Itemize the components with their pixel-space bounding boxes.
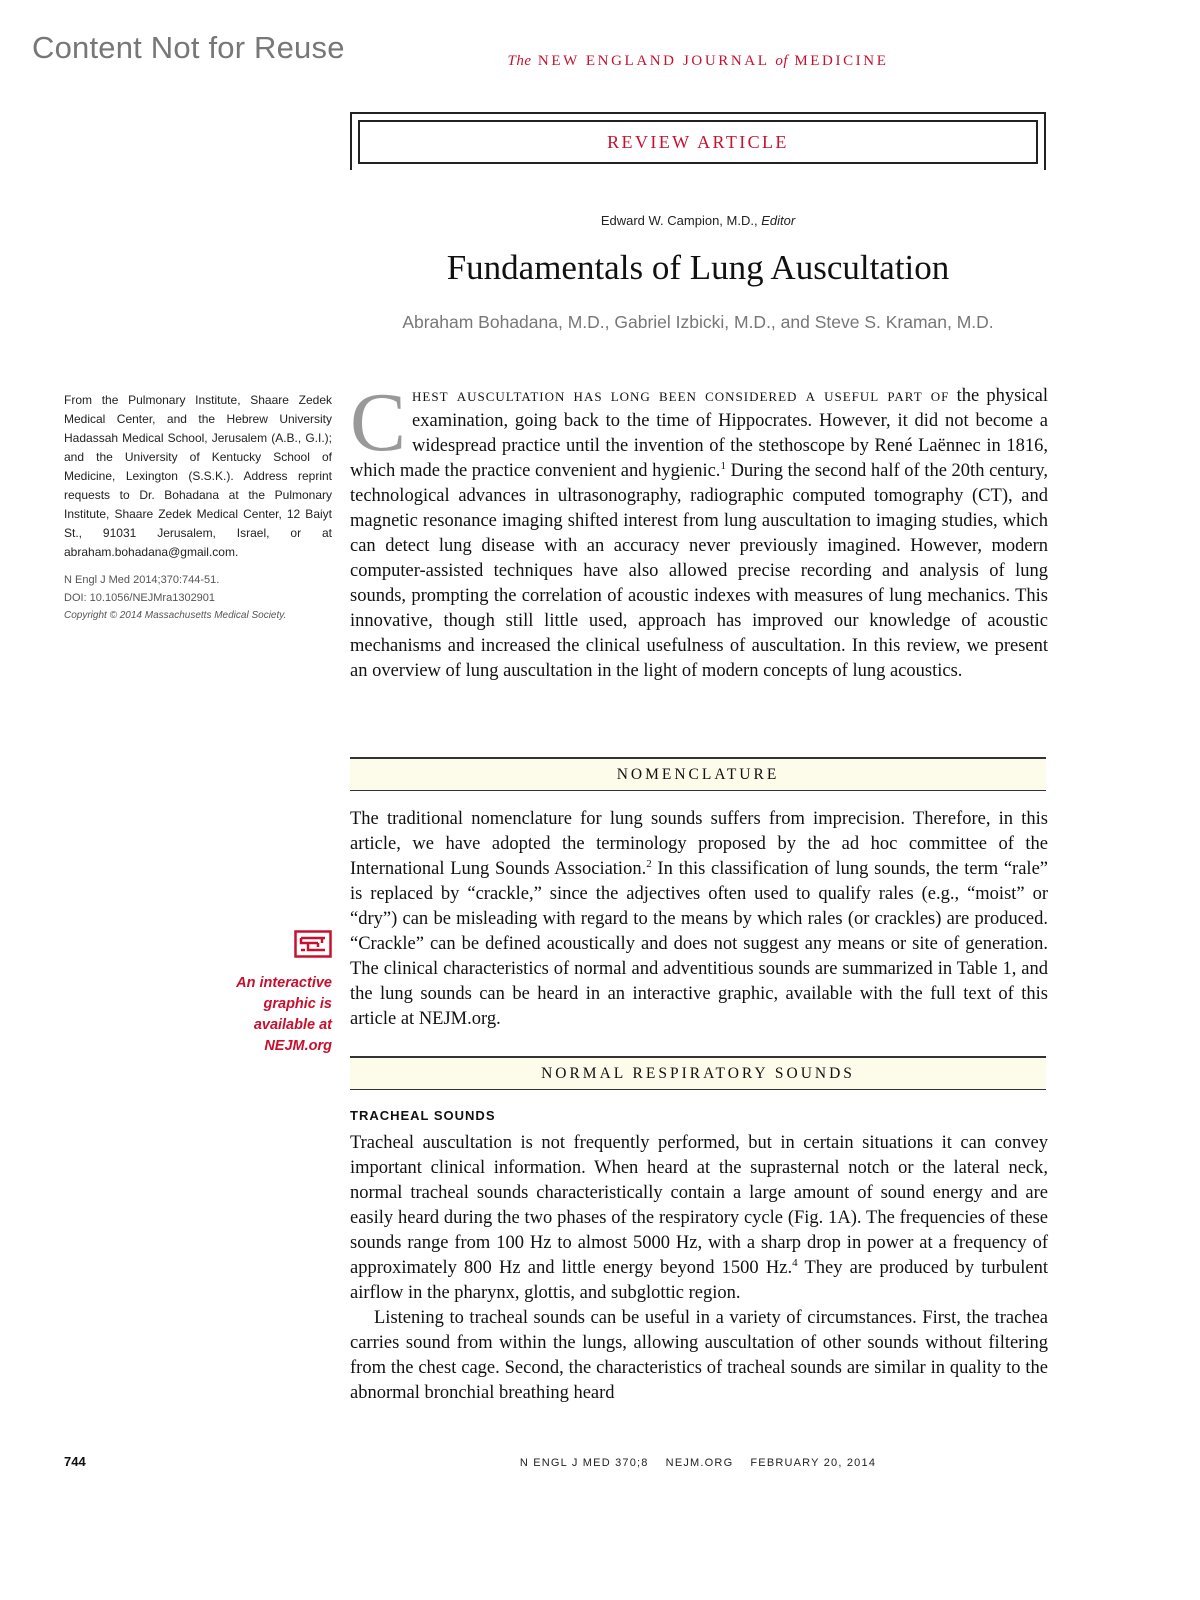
affiliation-text: From the Pulmonary Institute, Shaare Zedek Medical Center, and the Hebrew University Hadassah Medical School, Jerusalem (A.B., G.I.); and the University of Kentucky School of Medicine, Lexington (S.S.K.). Address reprint requests to Dr. Bohadana at the Pulmonary Institute, Shaare Zedek Medical Center, 12 Baiyt St., 91031 Jerusalem, Israel, or at abraham.bohadana@gmail.com. bbox=[64, 393, 332, 559]
intro-paragraph bbox=[350, 376, 1048, 684]
article-type-frame bbox=[358, 120, 1038, 164]
interactive-graphic-icon[interactable] bbox=[294, 930, 332, 958]
article-title: Fundamentals of Lung Auscultation bbox=[446, 248, 950, 287]
footer-site[interactable]: NEJM.ORG bbox=[665, 1457, 734, 1469]
reference-1[interactable]: 1 bbox=[720, 459, 726, 472]
page-number: 744 bbox=[64, 1454, 86, 1469]
intro-body-2: During the second half of the 20th century, technological advances in ultrasonography, radiographic computed tomography (CT), and magnetic resonance imaging shifted interest from lung auscultation to imaging studies, which can detect lung disease with an accuracy never previously imagined. However, modern computer-assisted techniques have also allowed precise recording and analysis of lung sounds, prompting the correlation of acoustic indexes with measures of lung mechanics. This innovative, though still little used, approach has improved our knowledge of acoustic mechanisms and increased the clinical usefulness of auscultation. In this review, we present an overview of lung auscultation in the light of modern concepts of lung acoustics. bbox=[350, 461, 1048, 681]
article-type-banner bbox=[350, 112, 1046, 170]
tracheal-paragraph-2: Listening to tracheal sounds can be useful in a variety of circumstances. First, the trachea carries sound from within the lungs, allowing auscultation of other sounds without filtering from the chest cage. Second, the characteristics of tracheal sounds are similar in quality to the abnormal bronchial breathing heard bbox=[350, 1308, 1048, 1403]
intro-body: the physical examination, going back to the time of Hippocrates. However, it did not become a widespread practice until the invention of the stethoscope by René Laënnec in 1816, which made the practice convenient and hygienic. bbox=[350, 386, 1048, 481]
tracheal-text-1b: They are produced by turbulent airflow in the pharynx, glottis, and subglottic region. bbox=[350, 1258, 1049, 1303]
citation-block bbox=[64, 571, 332, 625]
subheading-tracheal-sounds: TRACHEAL SOUNDS bbox=[350, 1108, 496, 1123]
page-footer bbox=[350, 1457, 1046, 1469]
footer-date: FEBRUARY 20, 2014 bbox=[750, 1457, 877, 1469]
nomenclature-text-2: In this classification of lung sounds, the term “rale” is replaced by “crackle,” since the adjectives often used to qualify rales (e.g., “moist” or “dry”) can be misleading with regard to the means by which rales (or crackles) are produced. “Crackle” can be defined acoustically and does not suggest any means or site of generation. The clinical characteristics of normal and adventitious sounds are summarized in Table 1, and the lung sounds can be heard in an interactive graphic, available with the full text of this article at NEJM.org. bbox=[350, 859, 1048, 1029]
reference-4[interactable]: 4 bbox=[792, 1256, 798, 1269]
journal-masthead bbox=[350, 53, 1046, 70]
tracheal-text-1a: Tracheal auscultation is not frequently performed, but in certain situations it can convey important clinical information. When heard at the suprasternal notch or the lateral neck, normal tracheal sounds characteristically contain a large amount of sound energy and are easily heard during the two phases of the respiratory cycle (Fig. 1A). The frequencies of these sounds range from 100 Hz to almost 5000 Hz, with a sharp drop in power at a frequency of approximately 800 Hz and little energy beyond 1500 Hz. bbox=[350, 1133, 1048, 1278]
reference-2[interactable]: 2 bbox=[646, 857, 652, 870]
article-authors: Abraham Bohadana, M.D., Gabriel Izbicki, M.D., and Steve S. Kraman, M.D. bbox=[402, 312, 994, 332]
interactive-line-3: available at bbox=[253, 1017, 332, 1033]
nomenclature-text-1: The traditional nomenclature for lung sounds suffers from imprecision. Therefore, in this article, we have adopted the terminology proposed by the ad hoc committee of the International Lung Sounds Association. bbox=[350, 809, 1048, 879]
editor-name: Edward W. Campion, M.D., bbox=[600, 213, 758, 228]
editor-role: Editor bbox=[761, 213, 796, 228]
masthead-the: The bbox=[507, 53, 532, 69]
interactive-line-4[interactable]: NEJM.org bbox=[264, 1038, 332, 1054]
drop-cap: C bbox=[350, 376, 407, 469]
copyright: Copyright © 2014 Massachusetts Medical Society. bbox=[64, 610, 287, 621]
nomenclature-paragraph bbox=[350, 807, 1048, 1032]
section-heading-label: NOMENCLATURE bbox=[616, 765, 780, 783]
footer-journal: N ENGL J MED 370;8 bbox=[519, 1457, 649, 1469]
interactive-graphic-note[interactable] bbox=[200, 930, 332, 1057]
editor-line bbox=[350, 213, 1046, 228]
masthead-of: of bbox=[775, 53, 788, 69]
section-heading-nomenclature bbox=[350, 757, 1046, 791]
watermark: Content Not for Reuse bbox=[32, 30, 345, 65]
citation: N Engl J Med 2014;370:744-51. bbox=[64, 574, 220, 586]
section-heading-normal-sounds bbox=[350, 1056, 1046, 1090]
tracheal-paragraph-1 bbox=[350, 1131, 1048, 1306]
tracheal-sounds-body bbox=[350, 1131, 1048, 1406]
doi: DOI: 10.1056/NEJMra1302901 bbox=[64, 592, 216, 604]
interactive-line-1: An interactive bbox=[236, 975, 332, 991]
intro-lead: hest auscultation has long been considered a useful part of bbox=[412, 386, 950, 406]
section-heading-label: NORMAL RESPIRATORY SOUNDS bbox=[541, 1064, 855, 1082]
masthead-medicine: MEDICINE bbox=[794, 53, 889, 69]
interactive-line-2: graphic is bbox=[263, 996, 332, 1012]
affiliation-sidebar bbox=[64, 391, 332, 625]
article-type-label: REVIEW ARTICLE bbox=[607, 131, 789, 152]
interactive-graphic-text bbox=[200, 973, 332, 1057]
masthead-new-england: NEW ENGLAND JOURNAL bbox=[537, 53, 769, 69]
